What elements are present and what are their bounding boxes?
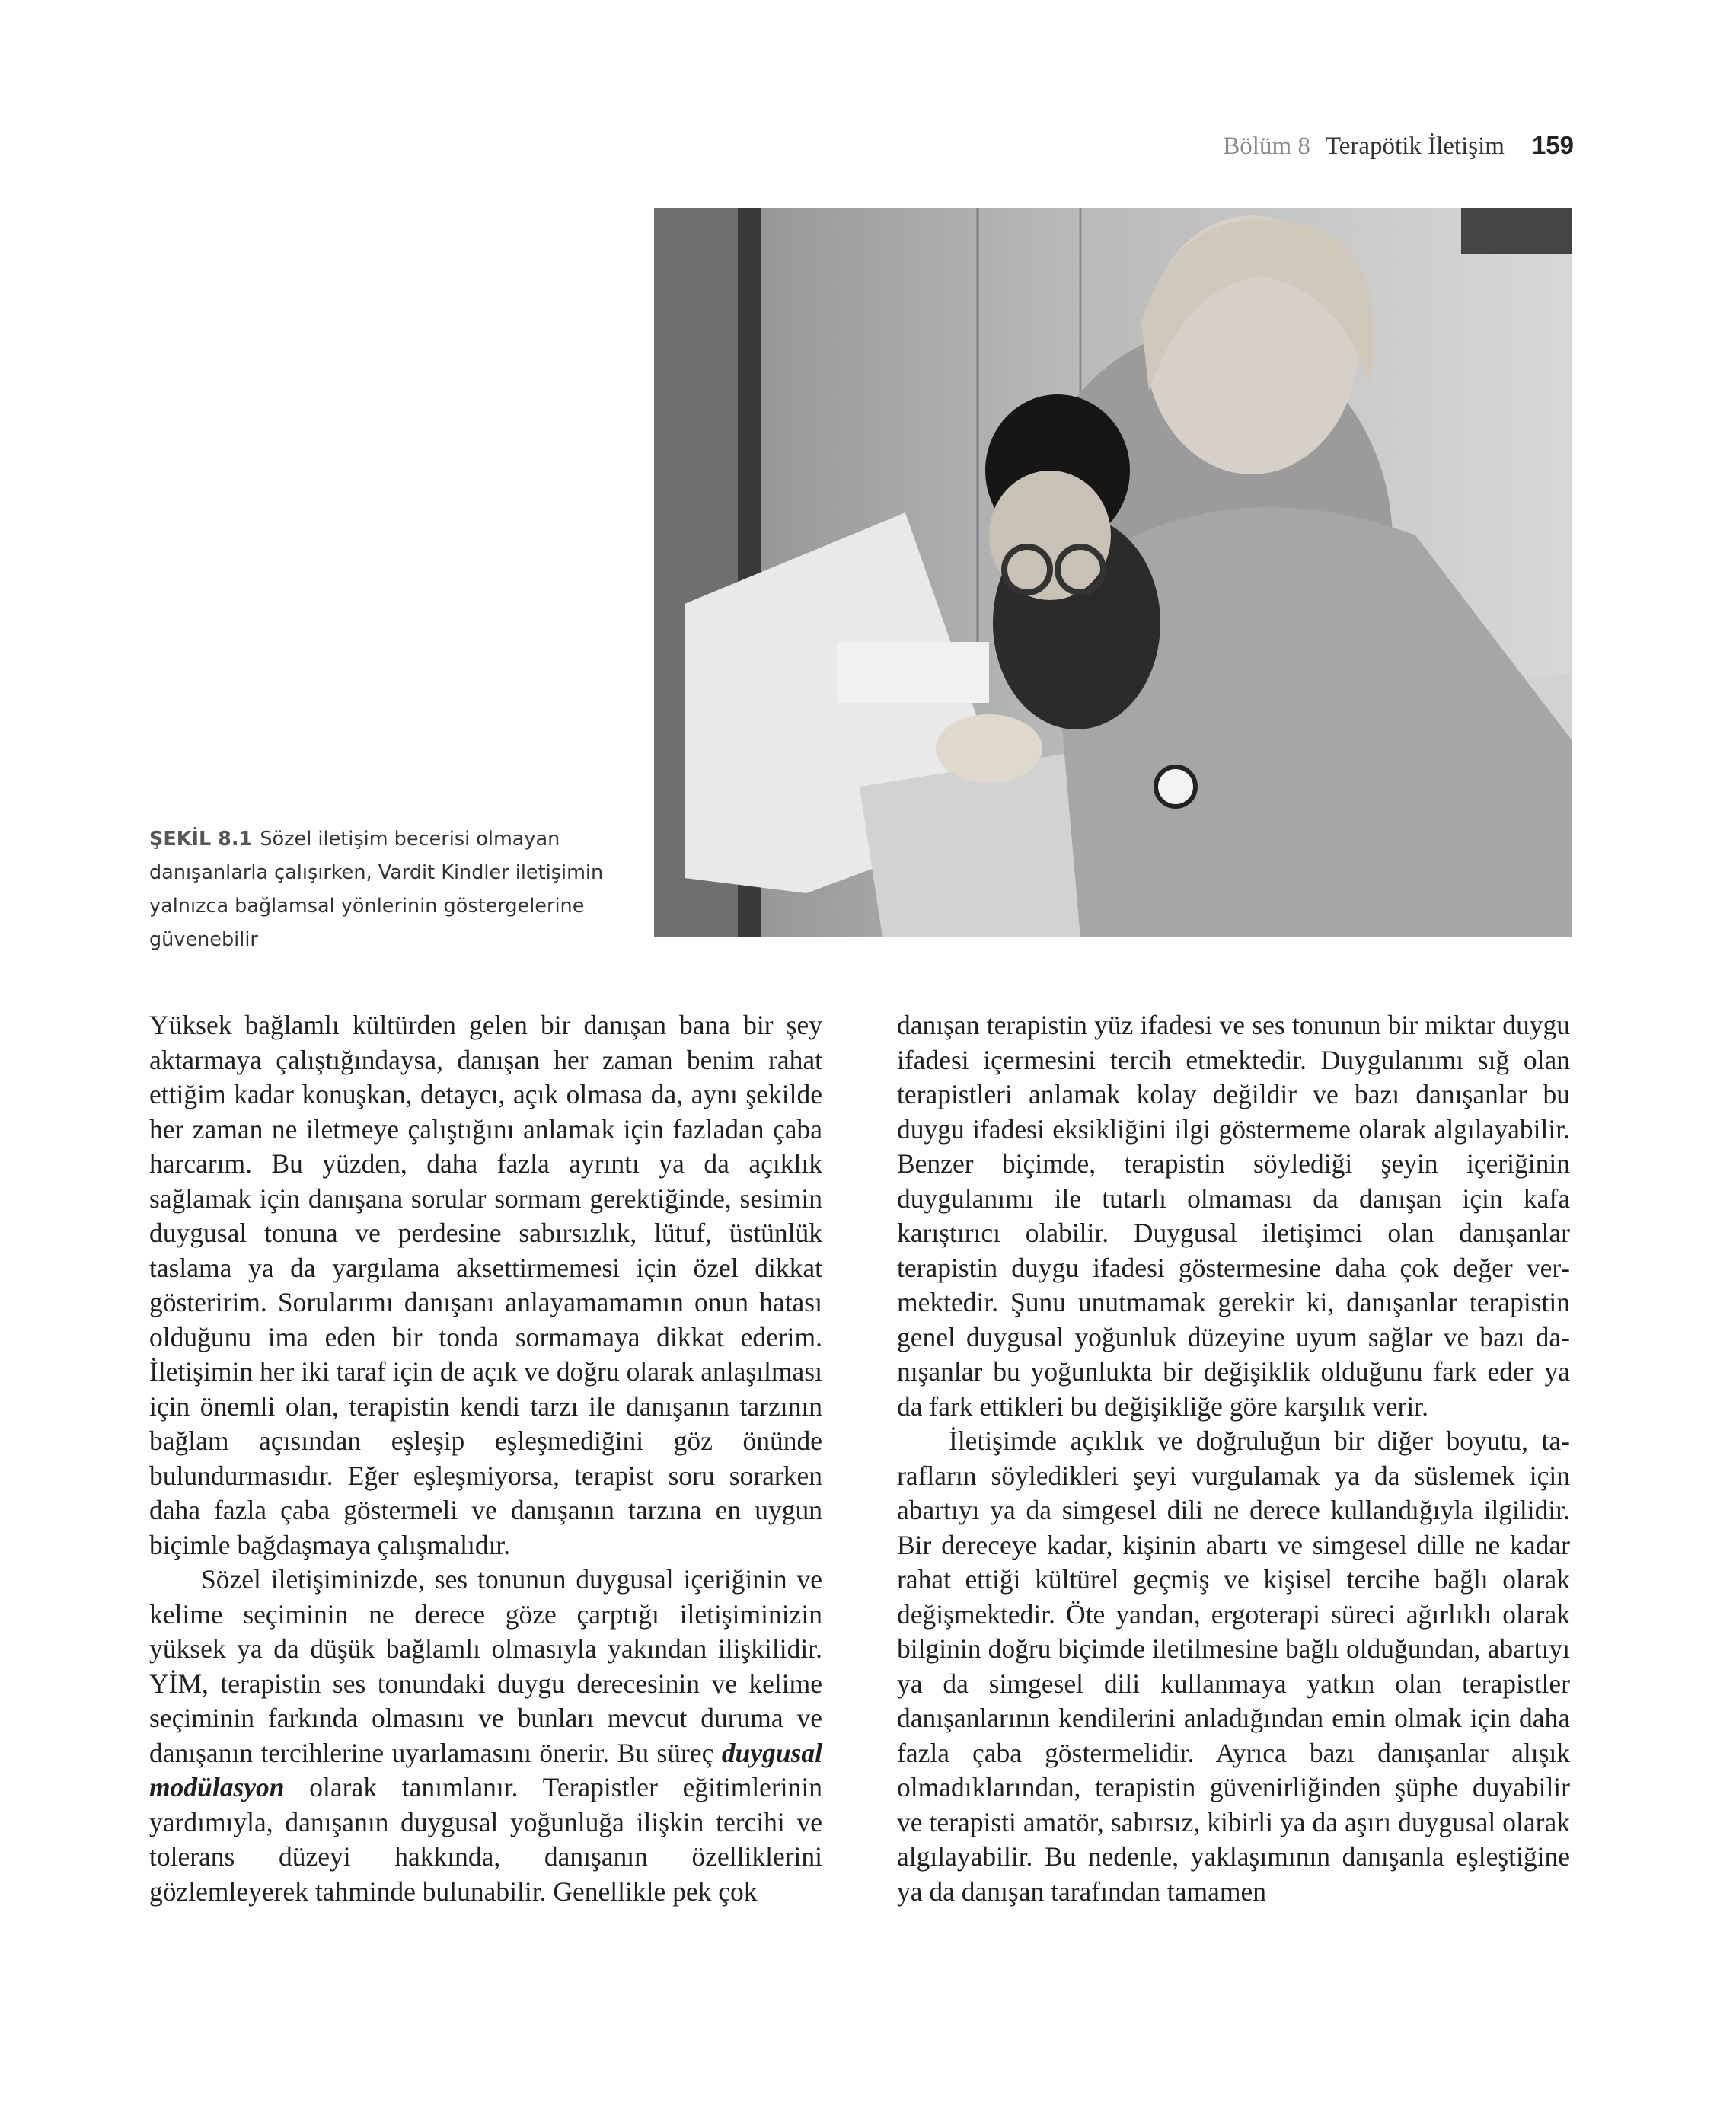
figure-photo <box>654 208 1572 937</box>
paragraph: danışan terapistin yüz ifadesi ve ses tonunun bir miktar duygu ifadesi içermesini tercih etmektedir. Duygulanımı sığ olan terapistleri anlamak kolay değildir ve bazı danışanlar bu duygu ifadesi eksikliğini ilgi göstermeme olarak algılayabilir. Benzer biçimde, terapistin söylediği şeyin içeriğinin duygulanımı ile tutarlı olmaması da danışan için kafa karıştırıcı olabilir. Duygusal iletişimci olan danışanlar terapistin duygu ifadesi göstermesine daha çok değer vermektedir. Şunu unutmamak gerekir ki, danışanlar terapistin genel duygusal yoğunluk düzeyine uyum sağlar ve bazı danışanlar bu yoğunlukta bir değişiklik olduğunu fark eder ya da fark ettikleri bu değişikliğe göre karşılık verir. <box>897 1010 1570 1422</box>
chapter-label: Bölüm 8 <box>1223 132 1310 160</box>
figure-caption <box>149 822 606 956</box>
key-term: duygusal modülasyon <box>149 1737 822 1802</box>
paragraph: Yüksek bağlamlı kültürden gelen bir danışan bana bir şey aktarmaya çalıştığındaysa, danışan her zaman benim rahat ettiğim kadar konuşkan, detaycı, açık olmasa da, aynı şekilde her zaman ne iletmeye çalıştığını anlamak için fazladan çaba harcarım. Bu yüzden, daha fazla ayrıntı ya da açıklık sağlamak için danışana sorular sormam gerektiğinde, sesimin duygusal tonuna ve perdesine sabırsızlık, lütuf, üstünlük taslama ya da yargılama aksettirmemesi için özel dikkat gösteririm. Sorularımı danışanı anlayamamamın onun hatası olduğunu ima eden bir tonda sormamaya dikkat ederim. İletişimin her iki taraf için de açık ve doğru olarak anlaşılması için önemli olan, terapistin kendi tarzı ile danışanın tarzının bağlam açısından eşleşip eşleşmediğini göz önünde bulundurmasıdır. Eğer eşleşmiyorsa, terapist soru sorarken daha fazla çaba göstermeli ve danışanın tarzına en uygun biçimle bağdaşmaya çalışmalıdır. <box>149 1010 822 1560</box>
figure-caption-text: Sözel iletişim becerisi olmayan danışanlarla çalışırken, Vardit Kindler iletişimin yalnızca bağlamsal yönlerinin göstergelerine güvenebilir <box>149 828 604 951</box>
body-column-right <box>897 1008 1570 1909</box>
paragraph <box>149 1563 822 1909</box>
paragraph-text: Sözel iletişiminizde, ses tonunun duygusal içeriğinin ve kelime seçiminin ne derece göze çarptığı iletişiminizin yüksek ya da düşük bağlamlı olmasıyla yakından ilişkilidir. YİM, terapistin ses tonundaki duygu derecesinin ve kelime seçiminin farkında olmasını ve bunları mevcut duruma ve danışanın tercihlerine uyarlamasını önerir. Bu süreç <box>149 1564 822 1768</box>
body-column-left <box>149 1008 822 1909</box>
running-header <box>1223 131 1574 161</box>
page-number: 159 <box>1531 131 1574 159</box>
photo-illustration <box>654 208 1572 937</box>
figure-label: ŞEKİL 8.1 <box>149 828 253 851</box>
chapter-title: Terapötik İletişim <box>1325 132 1505 160</box>
paragraph: İletişimde açıklık ve doğruluğun bir diğer boyutu, tarafların söyledikleri şeyi vurgulamak ya da süslemek için abartıyı ya da simgesel dili ne derece kullandığıyla ilgilidir. Bir dereceye kadar, kişinin abartı ve simgesel dille ne kadar rahat ettiği kültürel geçmiş ve kişisel tercihe bağlı olarak değişmektedir. Öte yandan, ergoterapi süreci ağırlıklı olarak bilginin doğru biçimde iletilmesine bağlı olduğundan, abartıyı ya da simgesel dili kullanmaya yatkın olan terapistler danışanlarının kendilerini anladığından emin olmak için daha fazla çaba göstermelidir. Ayrıca bazı danışanlar alışık olmadıklarından, terapistin güvenirliğinden şüphe duyabilir ve terapisti amatör, sabırsız, kibirli ya da aşırı duygusal olarak algılayabilir. Bu nedenle, yaklaşımının danışanla eşleştiğine ya da danışan tarafından tamamen <box>897 1425 1570 1907</box>
paragraph-text: olarak tanımlanır. Terapistler eğitimlerinin yardımıyla, danışanın duygusal yoğunluğa ilişkin tercihi ve tolerans düzeyi hakkında, danışanın özelliklerini gözlemleyerek tahminde bulunabilir. Genellikle pek çok <box>149 1772 822 1907</box>
